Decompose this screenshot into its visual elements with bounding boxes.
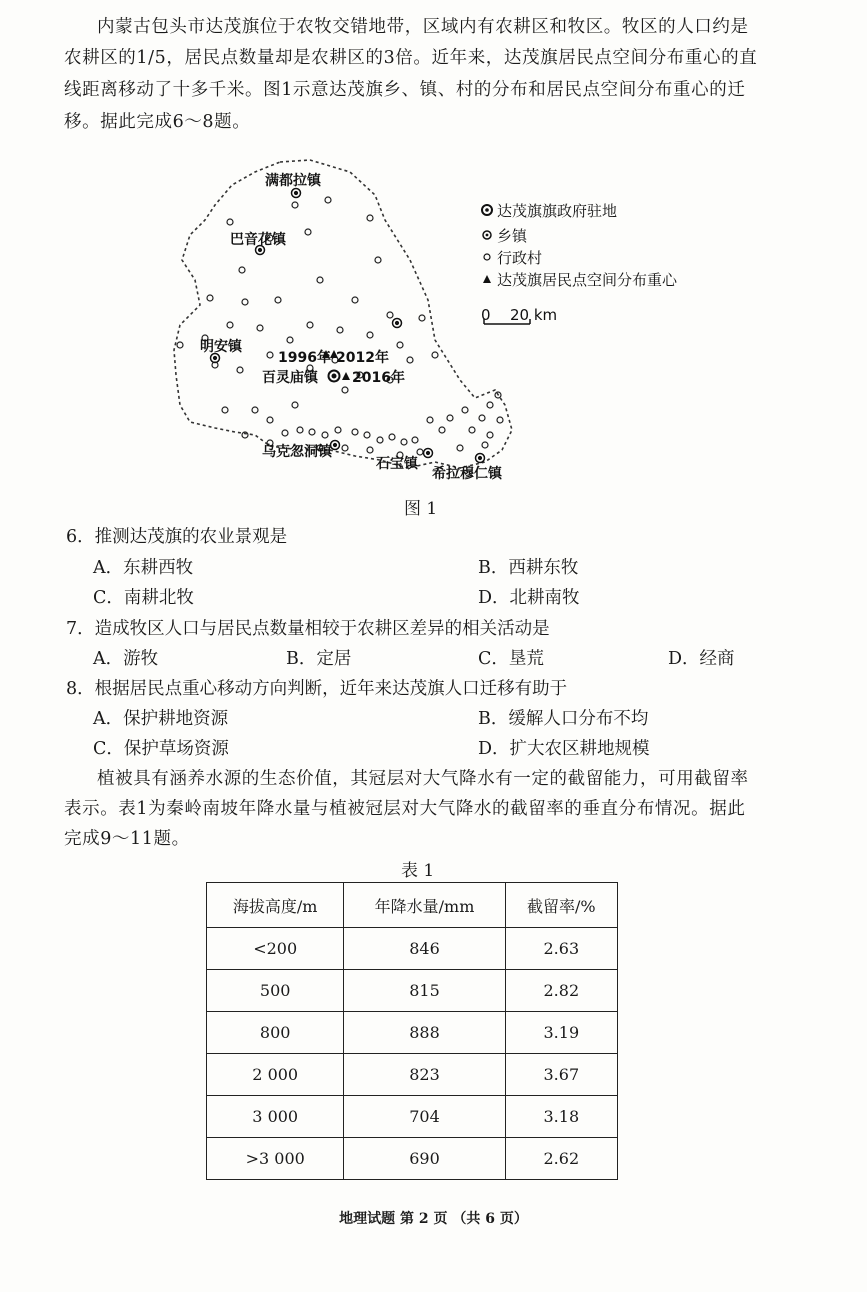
scale-distance: 20 km	[510, 306, 558, 324]
cell-precipitation: 815	[344, 970, 505, 1012]
q6-stem: 6．推测达茂旗的农业景观是	[66, 527, 288, 547]
table-caption: 表 1	[401, 861, 435, 881]
cell-interception: 3.18	[505, 1096, 617, 1138]
label-bayinhua: 巴音花镇	[230, 232, 286, 248]
header-altitude: 海拔高度/m	[207, 883, 344, 928]
legend-village: 行政村	[497, 249, 543, 267]
data-table	[206, 882, 618, 1180]
label-wukehudong: 乌克忽洞镇	[262, 444, 332, 460]
legend-center: 达茂旗居民点空间分布重心	[497, 271, 678, 289]
cell-interception: 2.82	[505, 970, 617, 1012]
label-bailingmiao: 百灵庙镇	[262, 370, 318, 386]
cell-precipitation: 704	[344, 1096, 505, 1138]
intro-line-4: 移。据此完成6～8题。	[64, 112, 251, 132]
q8-option-d: D．扩大农区耕地规模	[478, 739, 650, 759]
intro-line-3: 线距离移动了十多千米。图1示意达茂旗乡、镇、村的分布和居民点空间分布重心的迁	[64, 80, 746, 100]
banner-boundary	[174, 160, 512, 468]
figure-caption: 图 1	[404, 499, 438, 519]
header-interception: 截留率/%	[505, 883, 617, 928]
q6-option-b: B．西耕东牧	[478, 558, 579, 578]
label-xilamuren: 希拉穆仁镇	[432, 466, 502, 482]
cell-altitude: 3 000	[207, 1096, 344, 1138]
map-legend	[481, 202, 678, 324]
town-markers	[211, 189, 485, 463]
intro2-line-2: 表示。表1为秦岭南坡年降水量与植被冠层对大气降水的截留率的垂直分布情况。据此	[64, 799, 746, 819]
scale-zero: 0	[481, 306, 491, 324]
legend-seat: 达茂旗旗政府驻地	[497, 202, 618, 220]
table-row	[207, 1096, 618, 1138]
cell-interception: 2.63	[505, 928, 617, 970]
table-row	[207, 1054, 618, 1096]
label-manduula: 满都拉镇	[265, 173, 321, 189]
q7-option-d: D．经商	[668, 649, 735, 669]
q8-option-c: C．保护草场资源	[93, 739, 229, 759]
village-markers	[177, 197, 503, 458]
q6-option-a: A．东耕西牧	[93, 558, 194, 578]
label-2016: 2016年	[352, 370, 405, 386]
cell-altitude: 800	[207, 1012, 344, 1054]
label-shibao: 石宝镇	[376, 456, 418, 472]
cell-interception: 2.62	[505, 1138, 617, 1180]
intro-line-1: 内蒙古包头市达茂旗位于农牧交错地带，区域内有农耕区和牧区。牧区的人口约是	[97, 17, 749, 37]
label-2012: 2012年	[336, 350, 389, 366]
q7-option-b: B．定居	[286, 649, 352, 669]
government-seat-marker	[329, 371, 340, 382]
q7-option-c: C．垦荒	[478, 649, 544, 669]
q8-stem: 8．根据居民点重心移动方向判断，近年来达茂旗人口迁移有助于	[66, 679, 568, 699]
q6-option-d: D．北耕南牧	[478, 588, 580, 608]
cell-interception: 3.67	[505, 1054, 617, 1096]
table-row	[207, 1012, 618, 1054]
table-row	[207, 1138, 618, 1180]
map-figure	[160, 150, 720, 490]
cell-altitude: >3 000	[207, 1138, 344, 1180]
intro-line-2: 农耕区的1/5，居民点数量却是农耕区的3倍。近年来，达茂旗居民点空间分布重心的直	[64, 48, 758, 68]
q8-option-b: B．缓解人口分布不均	[478, 709, 649, 729]
intro2-line-3: 完成9～11题。	[64, 829, 190, 849]
page-footer: 地理试题 第 2 页 （共 6 页）	[339, 1211, 528, 1227]
table-row	[207, 970, 618, 1012]
cell-altitude: 500	[207, 970, 344, 1012]
table-row	[207, 928, 618, 970]
cell-precipitation: 888	[344, 1012, 505, 1054]
cell-precipitation: 823	[344, 1054, 505, 1096]
q7-option-a: A．游牧	[93, 649, 159, 669]
legend-town: 乡镇	[497, 227, 528, 245]
cell-altitude: <200	[207, 928, 344, 970]
label-mingan: 明安镇	[200, 339, 242, 355]
intro2-line-1: 植被具有涵养水源的生态价值，其冠层对大气降水有一定的截留能力，可用截留率	[97, 769, 749, 789]
q7-stem: 7．造成牧区人口与居民点数量相较于农耕区差异的相关活动是	[66, 619, 550, 639]
q8-option-a: A．保护耕地资源	[93, 709, 229, 729]
cell-precipitation: 846	[344, 928, 505, 970]
label-1996: 1996年	[278, 350, 331, 366]
q6-option-c: C．南耕北牧	[93, 588, 194, 608]
cell-altitude: 2 000	[207, 1054, 344, 1096]
cell-interception: 3.19	[505, 1012, 617, 1054]
header-precipitation: 年降水量/mm	[344, 883, 505, 928]
cell-precipitation: 690	[344, 1138, 505, 1180]
